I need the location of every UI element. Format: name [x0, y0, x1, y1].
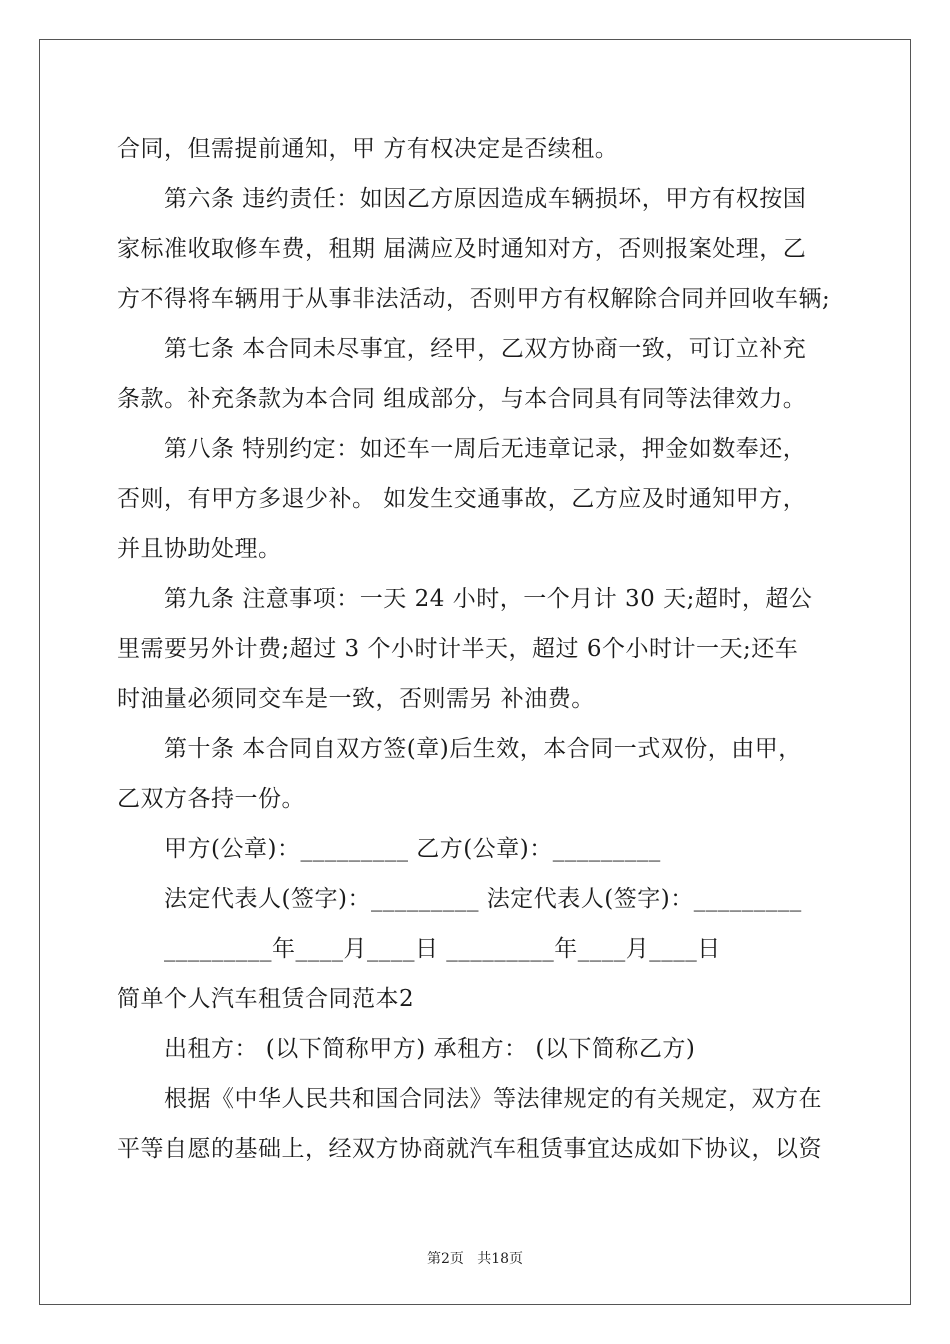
text-line: 条款。补充条款为本合同 组成部分，与本合同具有同等法律效力。 — [117, 386, 807, 412]
seal-line: 甲方(公章)：_________ 乙方(公章)：_________ — [164, 836, 661, 862]
article-7-line: 第七条 本合同未尽事宜，经甲，乙双方协商一致，可订立补充 — [164, 336, 807, 362]
article-10-line: 第十条 本合同自双方签(章)后生效，本合同一式双份，由甲， — [164, 736, 802, 762]
text-line: 里需要另外计费;超过 3 个小时计半天，超过 6个小时计一天;还车 — [117, 636, 799, 662]
article-6-line: 第六条 违约责任：如因乙方原因造成车辆损坏，甲方有权按国 — [164, 186, 807, 212]
text-line: 否则，有甲方多退少补。 如发生交通事故，乙方应及时通知甲方， — [117, 486, 807, 512]
date-line: _________年____月____日 _________年____月____日 — [164, 936, 721, 962]
text-line: 根据《中华人民共和国合同法》等法律规定的有关规定，双方在 — [164, 1086, 822, 1112]
text-line: 乙双方各持一份。 — [117, 786, 305, 812]
parties-line: 出租方： (以下简称甲方) 承租方： (以下简称乙方) — [164, 1036, 696, 1062]
text-line: 家标准收取修车费，租期 届满应及时通知对方，否则报案处理，乙 — [117, 236, 807, 262]
text-line: 方不得将车辆用于从事非法活动，否则甲方有权解除合同并回收车辆; — [117, 286, 831, 312]
page-number-footer: 第2页 共18页 — [426, 1251, 524, 1267]
article-8-line: 第八条 特别约定：如还车一周后无违章记录，押金如数奉还， — [164, 436, 807, 462]
text-line: 并且协助处理。 — [117, 536, 282, 562]
text-line: 合同，但需提前通知，甲 方有权决定是否续租。 — [117, 136, 619, 162]
text-line: 时油量必须同交车是一致，否则需另 补油费。 — [117, 686, 595, 712]
section-heading: 简单个人汽车租赁合同范本2 — [117, 986, 415, 1012]
article-9-line: 第九条 注意事项：一天 24 小时，一个月计 30 天;超时，超公 — [164, 586, 813, 612]
text-line: 平等自愿的基础上，经双方协商就汽车租赁事宜达成如下协议，以资 — [117, 1136, 822, 1162]
signature-line: 法定代表人(签字)：_________ 法定代表人(签字)：_________ — [164, 886, 802, 912]
page-border — [39, 39, 911, 1305]
